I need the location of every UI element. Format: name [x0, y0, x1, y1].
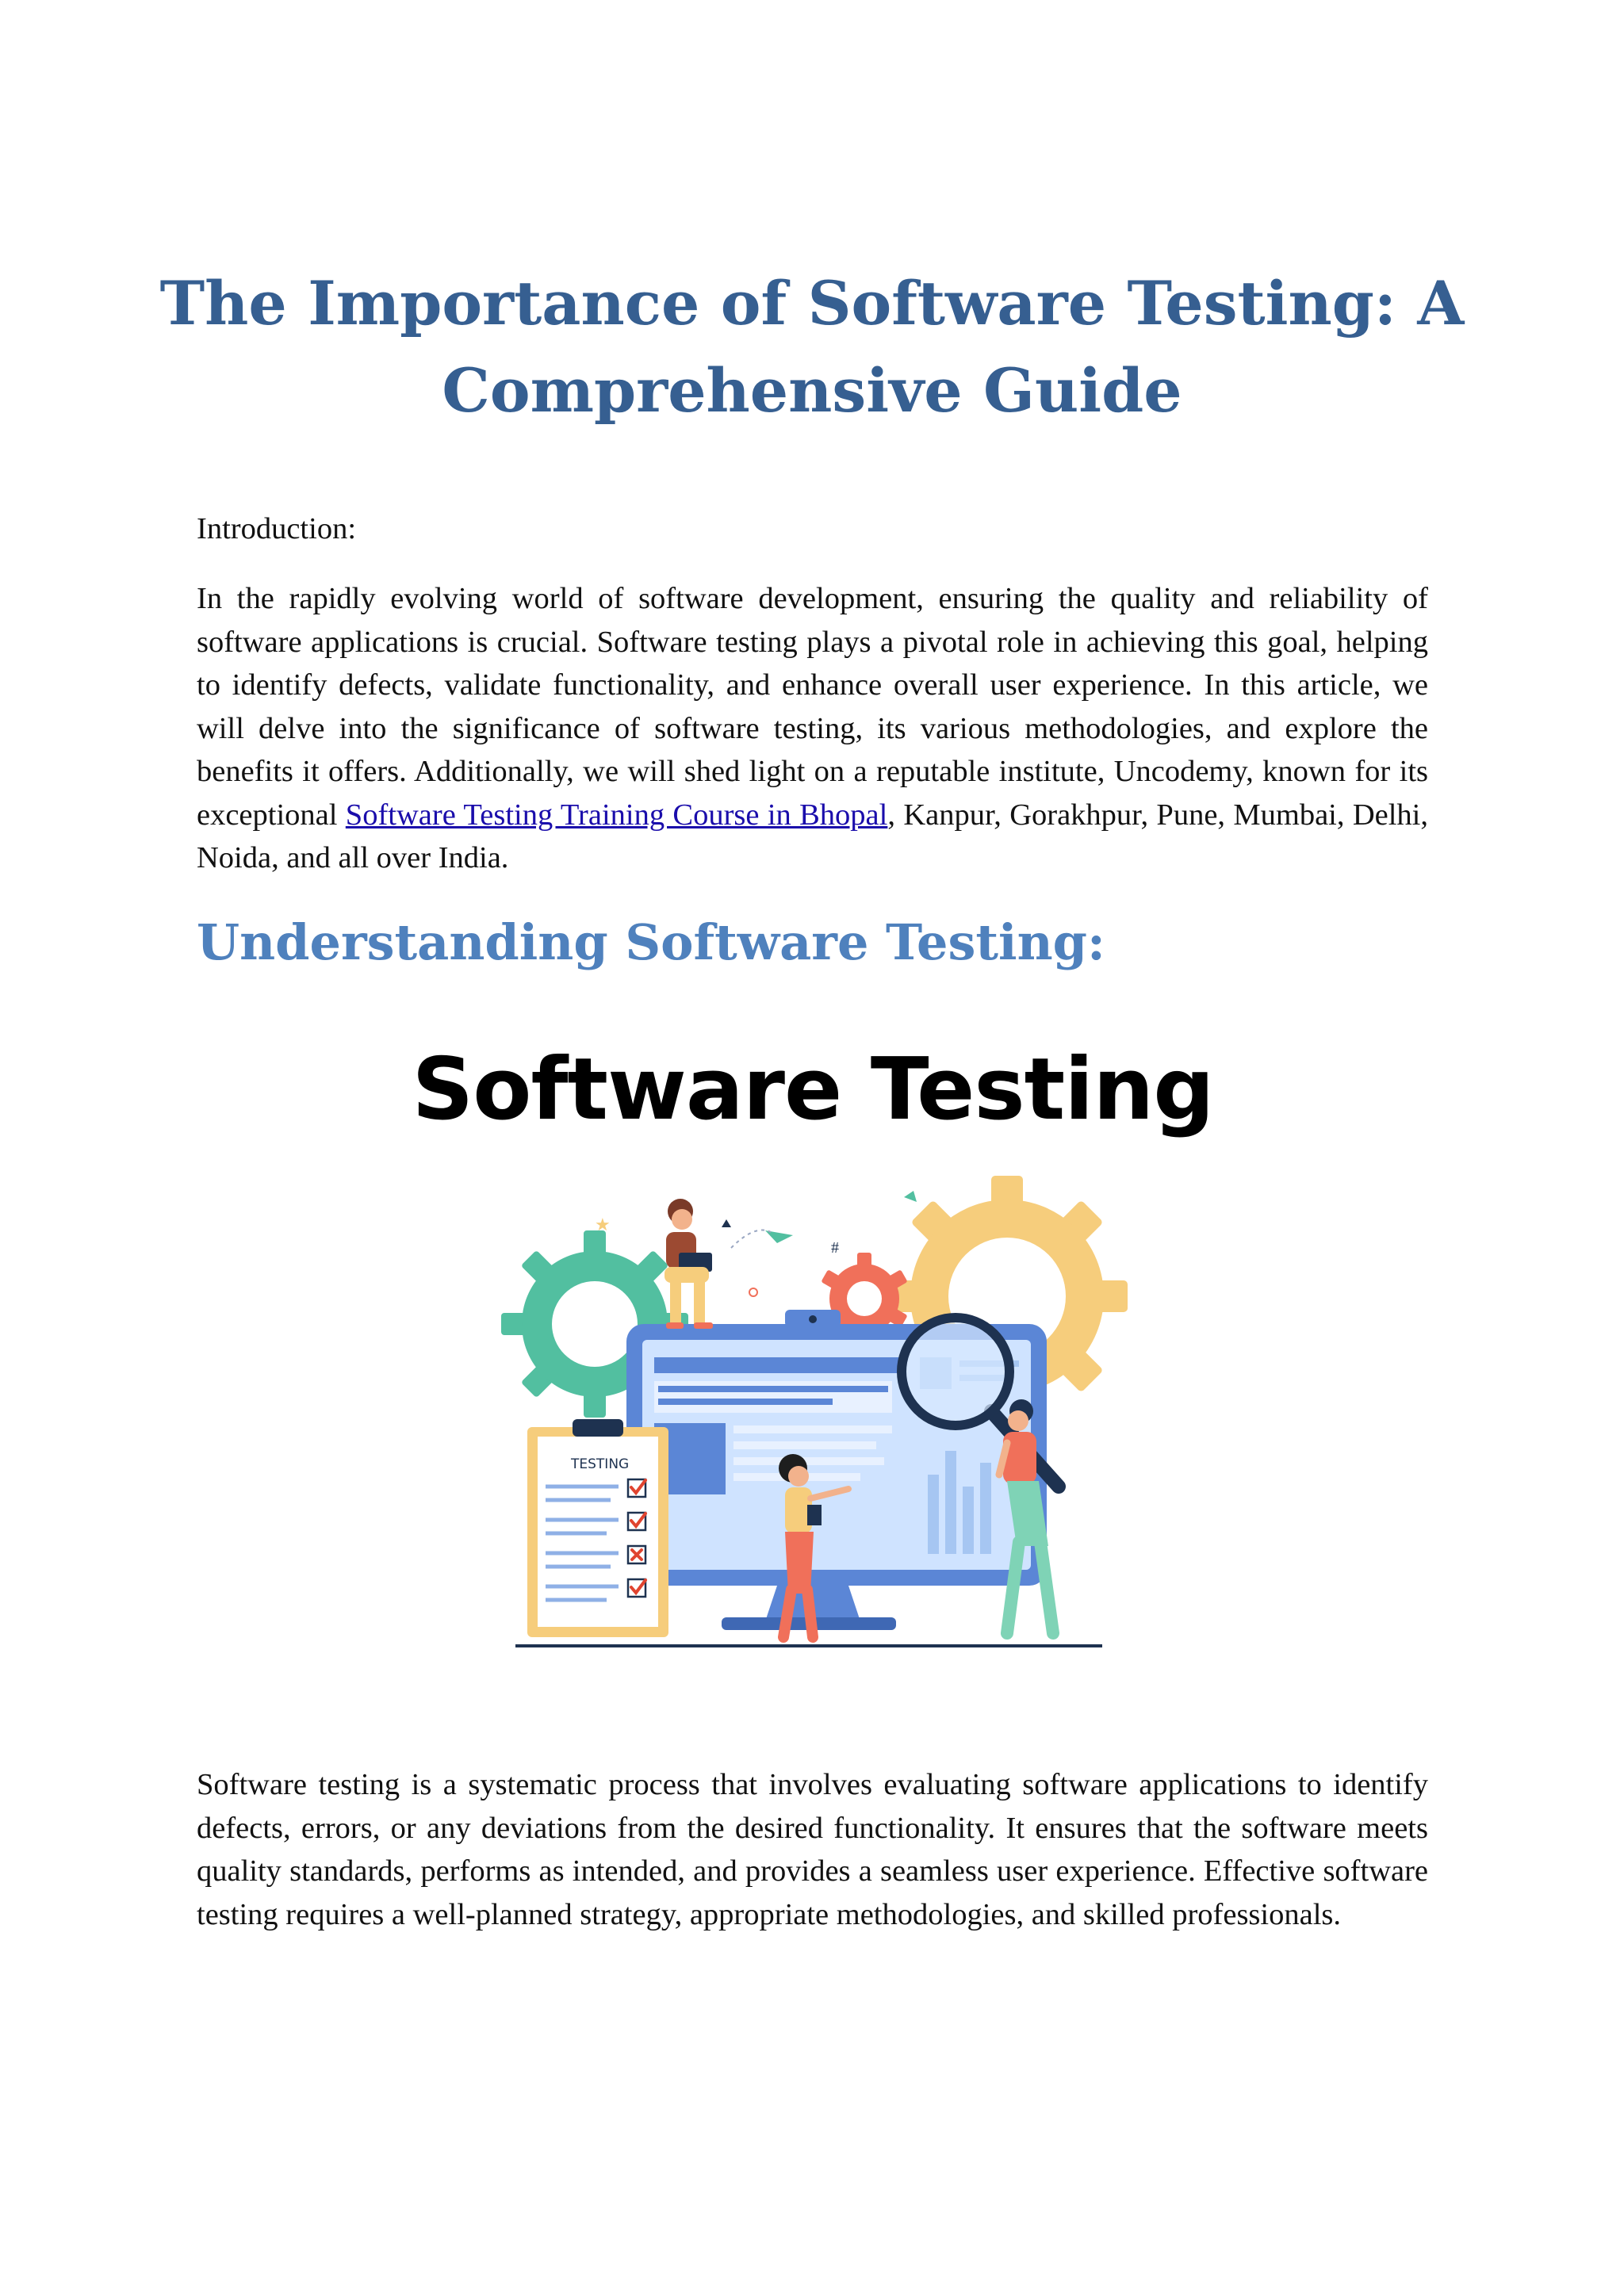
leaf-icon	[904, 1191, 917, 1202]
software-testing-figure	[198, 991, 1427, 1720]
person-with-laptop	[665, 1199, 713, 1329]
training-course-link[interactable]: Software Testing Training Course in Bhopal	[345, 798, 888, 832]
star-icon: ★	[595, 1215, 611, 1234]
introduction-paragraph	[197, 577, 1428, 880]
introduction-label: Introduction:	[197, 512, 357, 545]
paragraph-text-after-link: , Kanpur, Gorakhpur, Pune, Mumbai, Delhi, Noida, and all over India.	[197, 798, 1428, 874]
clipboard-label: TESTING	[571, 1456, 630, 1472]
figure-title: Software Testing	[412, 1040, 1214, 1139]
section-heading: Understanding Software Testing:	[197, 913, 1105, 971]
definition-paragraph: Software testing is a systematic process that involves evaluating software applications to identify defects, errors, or any deviations from the desired functionality. It ensures that the software meets quality standards, performs as intended, and provides a seamless user experience. Effective software testing requires a well-planned strategy, appropriate methodologies, and skilled professionals.	[197, 1768, 1428, 1931]
testing-clipboard	[527, 1419, 668, 1637]
hash-icon: #	[831, 1239, 839, 1257]
paragraph-text-before-link: In the rapidly evolving world of software development, ensuring the quality and reliability of software applications is crucial. Software testing plays a pivotal role in achieving this goal, helping to identify defects, validate functionality, and enhance overall user experience. In this article, we will delve into the significance of software testing, its various methodologies, and explore the benefits it offers. Additionally, we will shed light on a reputable institute, Uncodemy, known for its exceptional	[197, 582, 1428, 832]
software-testing-illustration	[452, 1173, 1166, 1681]
document-title: The Importance of Software Testing: A Comprehensive Guide	[159, 268, 1465, 426]
paper-plane-icon	[765, 1230, 793, 1243]
